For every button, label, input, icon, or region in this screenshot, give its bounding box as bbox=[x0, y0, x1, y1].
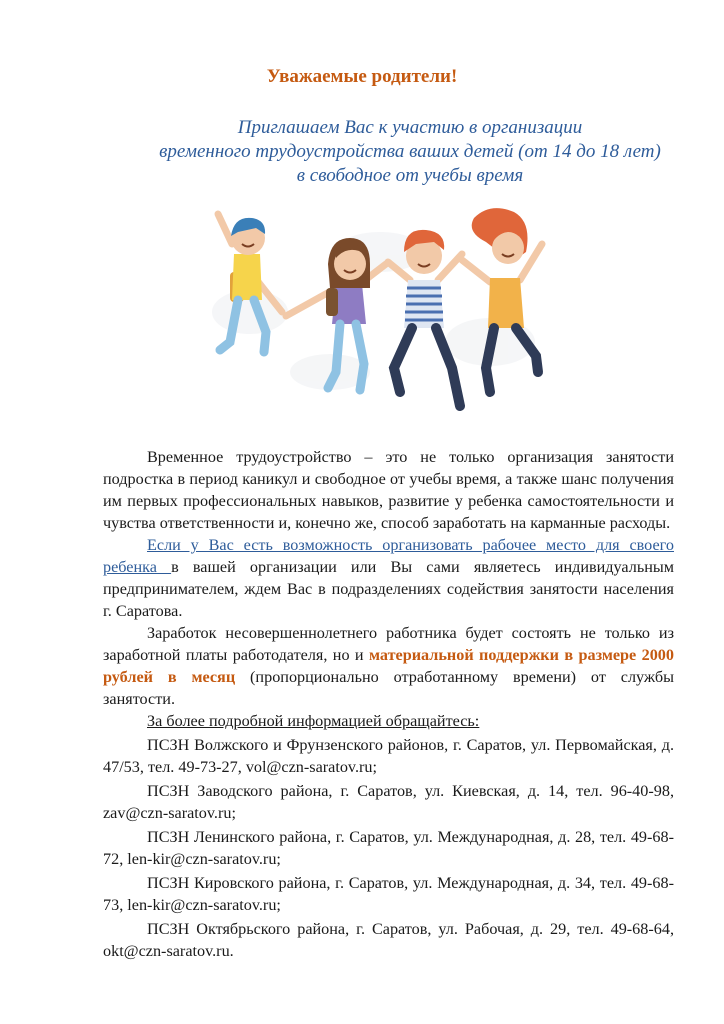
contact-item-oktyabrsky: ПСЗН Октябрьского района, г. Саратов, ул. Рабочая, д. 29, тел. 49-68-64, okt@czn-saratov.ru. bbox=[103, 920, 674, 960]
paragraph-earnings bbox=[103, 622, 674, 710]
invitation-line: временного трудоустройства ваших детей (от 14 до 18 лет) bbox=[159, 141, 661, 162]
contact-item-leninsky: ПСЗН Ленинского района, г. Саратов, ул. Международная, д. 28, тел. 49-68-72, len-kir@czn-saratov.ru; bbox=[103, 828, 674, 868]
paragraph-workplace-offer bbox=[103, 534, 674, 622]
page-title: Уважаемые родители! bbox=[266, 66, 458, 87]
material-support-highlight: материальной поддержки в размере 2000 рублей в месяц bbox=[103, 646, 674, 686]
invitation-text bbox=[90, 116, 724, 188]
contact-item-zavodskoy: ПСЗН Заводского района, г. Саратов, ул. Киевская, д. 14, тел. 96-40-98, zav@czn-saratov.ru; bbox=[103, 782, 674, 822]
contact-item-volzhsky-frunzensky: ПСЗН Волжского и Фрунзенского районов, г. Саратов, ул. Первомайская, д. 47/53, тел. 49-73-27, vol@czn-saratov.ru; bbox=[103, 736, 674, 776]
workplace-offer-text: в вашей организации или Вы сами являетесь индивидуальным предпринимателем, ждем Вас в подразделениях содействия занятости населения г. Саратова. bbox=[103, 558, 674, 620]
document-body bbox=[103, 446, 674, 962]
workplace-offer-link[interactable]: Если у Вас есть возможность организовать рабочее место для своего ребенка bbox=[103, 536, 674, 576]
contacts-heading: За более подробной информацией обращайтесь: bbox=[147, 712, 480, 730]
jumping-teens-illustration bbox=[190, 192, 570, 422]
earnings-text-end: (пропорционально отработанному времени) от службы занятости. bbox=[103, 668, 675, 708]
invitation-line: в свободное от учебы время bbox=[296, 165, 524, 186]
earnings-text-start: Заработок несовершеннолетнего работника будет состоять не только из заработной платы работодателя, но и bbox=[103, 624, 674, 664]
contact-item-kirovsky: ПСЗН Кировского района, г. Саратов, ул. Международная, д. 34, тел. 49-68-73, len-kir@czn-saratov.ru; bbox=[103, 874, 674, 914]
paragraph-temporary-employment: Временное трудоустройство – это не только организация занятости подростка в период каникул и свободное от учебы время, а также шанс получения им первых профессиональных навыков, развитие у ребенка самостоятельности и чувства ответственности и, конечно же, способ заработать на карманные расходы. bbox=[103, 448, 674, 532]
invitation-line: Приглашаем Вас к участию в организации bbox=[237, 117, 583, 138]
